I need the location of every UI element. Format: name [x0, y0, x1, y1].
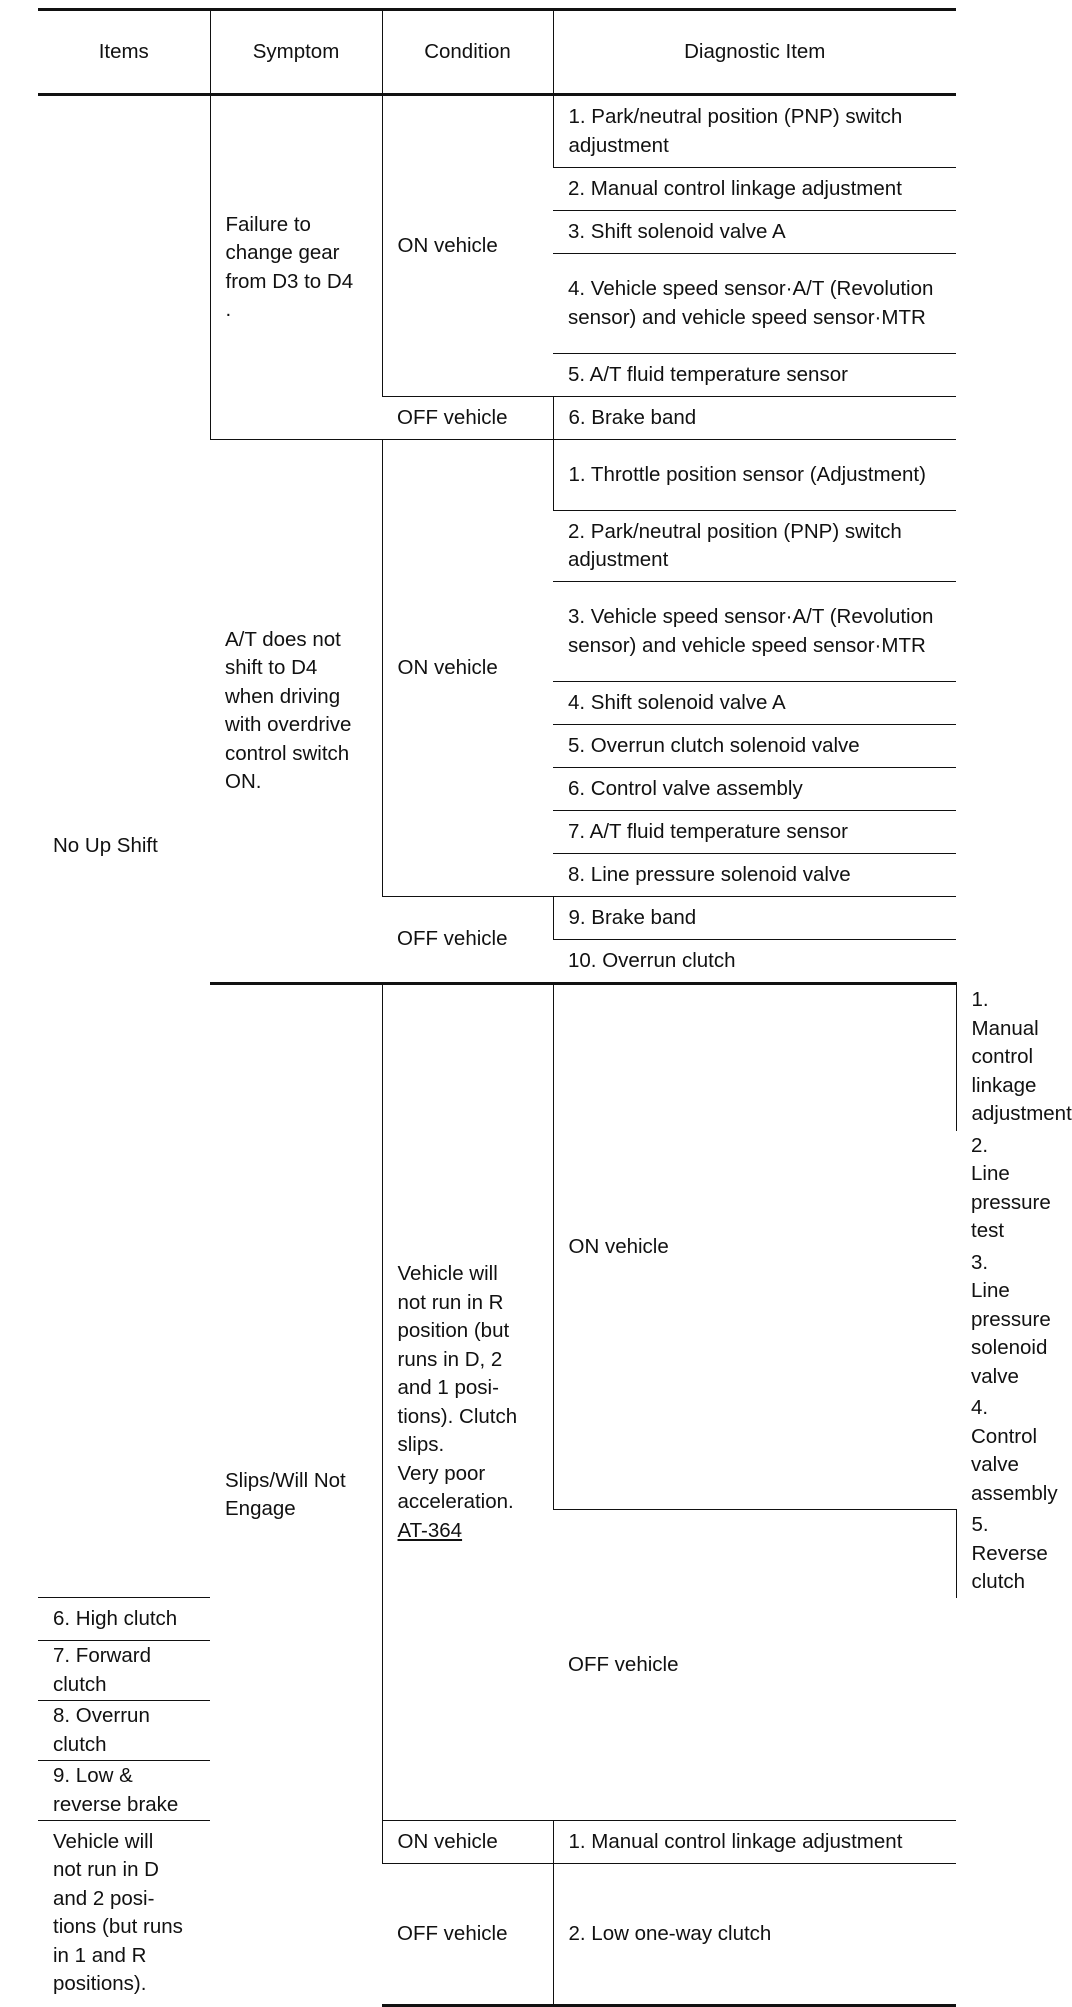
table-row: Slips/Will Not Engage Vehicle will not run in R position (but runs in D, 2 and 1 posi- tions). Clutch slips. Very poor acceleration. AT-364 ON vehicle 1. Manual control linkage adjustment	[38, 984, 956, 1131]
symptom-line: positions).	[53, 1972, 147, 1996]
header-symptom: Symptom	[210, 10, 382, 95]
symptom-line: shift to D4	[225, 656, 318, 679]
condition-cell: OFF vehicle	[382, 1864, 553, 2006]
symptom-line: tions (but runs	[53, 1915, 183, 1939]
table-row: 3. Line pressure solenoid valve	[971, 1250, 1051, 1388]
table-row: 4. Control valve assembly	[971, 1396, 1058, 1505]
condition-cell: ON vehicle	[382, 440, 553, 897]
diagnostic-item: 4. Shift solenoid valve A	[553, 682, 956, 725]
diagnostic-item: 7. Forward clutch	[38, 1641, 210, 1701]
item-cell: No Up Shift	[38, 95, 210, 1598]
diagnostic-item: 4. Vehicle speed sensor·A/T (Revolution sensor) and vehicle speed sensor·MTR	[553, 254, 956, 354]
diagnostic-item: 3. Vehicle speed sensor·A/T (Revolution sensor) and vehicle speed sensor·MTR	[553, 582, 956, 682]
diagnostic-item: 1. Throttle position sensor (Adjustment)	[553, 440, 956, 511]
symptom-line: slips.	[397, 1433, 445, 1456]
header-condition: Condition	[382, 10, 553, 95]
symptom-line: ON.	[225, 770, 262, 793]
symptom-line: A/T does not	[225, 627, 341, 651]
header-row	[38, 10, 956, 95]
item-cell: Slips/Will Not Engage	[210, 984, 382, 2006]
symptom-line: Vehicle will	[397, 1262, 498, 1285]
symptom-line: Vehicle will	[53, 1829, 154, 1853]
table-row: 2. Line pressure test	[971, 1133, 1051, 1242]
diagnostic-item: 8. Line pressure solenoid valve	[553, 854, 956, 897]
symptom-line: acceleration.	[397, 1490, 514, 1513]
symptom-line: in 1 and R	[53, 1943, 147, 1967]
reference-link[interactable]: AT-364	[397, 1518, 463, 1542]
diagnostic-item: 7. A/T fluid temperature sensor	[553, 811, 956, 854]
condition-cell: ON vehicle	[553, 984, 956, 1510]
table-row	[38, 95, 956, 168]
diagnostic-item: 10. Overrun clutch	[553, 940, 956, 984]
symptom-line: position (but	[397, 1319, 510, 1342]
diagnostic-item: 1. Manual control linkage adjustment	[553, 1821, 956, 1864]
symptom-line: runs in D, 2	[397, 1347, 503, 1371]
diagnostic-item: 6. High clutch	[38, 1598, 210, 1641]
symptom-line: tions). Clutch	[397, 1404, 518, 1428]
condition-cell: ON vehicle	[382, 95, 553, 397]
symptom-line: not run in R	[397, 1290, 504, 1314]
symptom-line: when driving	[225, 684, 341, 708]
symptom-line: from D3 to D4	[225, 269, 354, 293]
symptom-line: not run in D	[53, 1858, 159, 1882]
condition-cell: ON vehicle	[382, 1821, 553, 1864]
diagnostic-table	[38, 8, 1072, 2007]
diagnostic-item: 5. A/T fluid temperature sensor	[553, 354, 956, 397]
symptom-line: Very poor	[397, 1461, 486, 1485]
diagnostic-item: 2. Low one-way clutch	[553, 1864, 956, 2006]
symptom-line: and 2 posi-	[53, 1886, 155, 1910]
symptom-line: control switch	[225, 741, 350, 765]
diagnostic-item: 6. Brake band	[553, 397, 956, 440]
header-diagnostic-item: Diagnostic Item	[553, 10, 956, 95]
symptom-line: and 1 posi-	[397, 1376, 499, 1399]
header-items: Items	[38, 10, 210, 95]
diagnostic-item: 9. Brake band	[553, 897, 956, 940]
diagnostic-item: 8. Overrun clutch	[38, 1701, 210, 1761]
symptom-cell	[382, 984, 553, 1821]
symptom-cell	[210, 440, 382, 984]
diagnostic-item: 2. Manual control linkage adjustment	[553, 168, 956, 211]
symptom-line: change gear	[225, 241, 340, 264]
table-row: OFF vehicle 5. Reverse clutch	[38, 1510, 956, 1598]
condition-cell: OFF vehicle	[382, 397, 553, 440]
condition-cell: OFF vehicle	[553, 1510, 956, 1821]
diagnostic-item: 5. Overrun clutch solenoid valve	[553, 725, 956, 768]
diagnostic-item: 1. Park/neutral position (PNP) switch adjustment	[553, 95, 956, 168]
diagnostic-item: 2. Park/neutral position (PNP) switch adjustment	[553, 511, 956, 582]
symptom-line: .	[225, 298, 232, 321]
table-row	[38, 1821, 956, 1864]
symptom-line: with overdrive	[225, 713, 352, 736]
symptom-line: Failure to	[225, 212, 311, 236]
condition-cell: OFF vehicle	[382, 897, 553, 984]
symptom-cell	[210, 95, 382, 440]
diagnostic-item: 3. Shift solenoid valve A	[553, 211, 956, 254]
diagnostic-table-container	[38, 8, 1072, 2007]
symptom-cell	[38, 1821, 210, 2006]
diagnostic-item: 6. Control valve assembly	[553, 768, 956, 811]
diagnostic-item: 9. Low & reverse brake	[38, 1761, 210, 1821]
